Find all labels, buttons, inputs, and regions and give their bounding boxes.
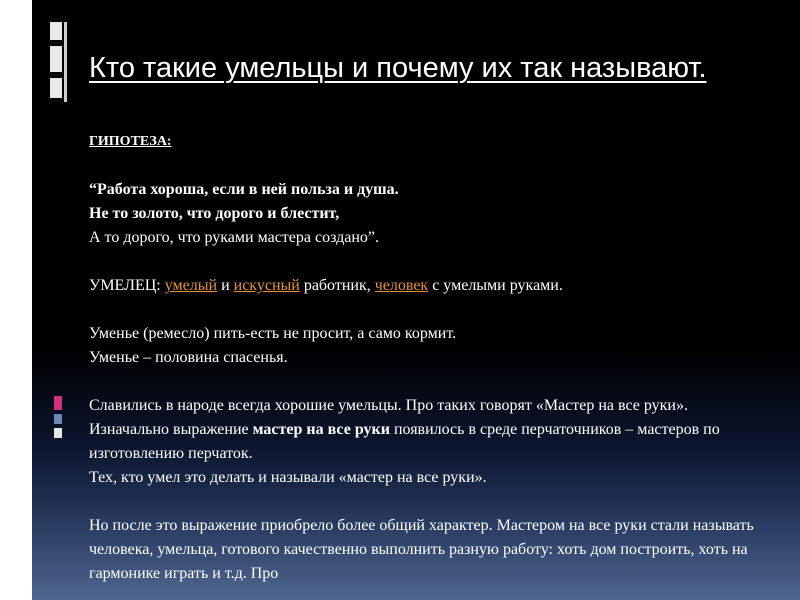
history-emphasis: мастер на все руки [252,421,390,438]
quote-line: Не то золото, что дорого и блестит, [89,205,340,222]
slide-body [89,178,759,586]
later-paragraph: Но после это выражение приобрело более общий характер. Мастером на все руки стали называть человека, умельца, готового качественно выполнить разную работу: хоть дом построить, хоть на гармонике играть и т.д. Про [89,517,754,582]
deco-bar [50,78,62,98]
history-text: Изначально выражение [89,421,253,438]
deco-bar [50,46,62,72]
quote-line: “Работа хороша, если в ней польза и душа. [89,181,399,198]
definition [89,274,759,298]
history-paragraph: Тех, кто умел это делать и называли «мастер на все руки». [89,469,487,486]
link-iskusny[interactable]: искусный [233,277,300,294]
decorative-bars [50,22,62,112]
deco-bar [50,22,62,40]
history-paragraph: Славились в народе всегда хорошие умельцы. Про таких говорят «Мастер на все руки». [89,397,688,414]
definition-suffix: с умелыми руками. [428,277,563,294]
proverb-line: Уменье (ремесло) пить-есть не просит, а само кормит. [89,325,457,342]
definition-and: и [217,277,234,294]
hypothesis-label: ГИПОТЕЗА: [89,134,172,149]
link-chelovek[interactable]: человек [374,277,429,294]
accent-pink [54,396,62,410]
accent-blue [54,414,62,424]
proverb-line: Уменье – половина спасенья. [89,349,288,366]
quote-line: А то дорого, что руками мастера создано”. [89,229,380,246]
history-text: появилось в среде перчаточников – мастеров по изготовлению перчаток. [89,421,720,462]
accent-white [54,428,62,438]
definition-prefix: УМЕЛЕЦ: [89,277,165,294]
link-umely[interactable]: умелый [164,277,218,294]
history-paragraph [89,418,759,466]
slide-title: Кто такие умельцы и почему их так называют. [89,52,707,84]
deco-bar [64,22,67,102]
decorative-accent [54,396,62,444]
definition-middle: работник, [299,277,375,294]
